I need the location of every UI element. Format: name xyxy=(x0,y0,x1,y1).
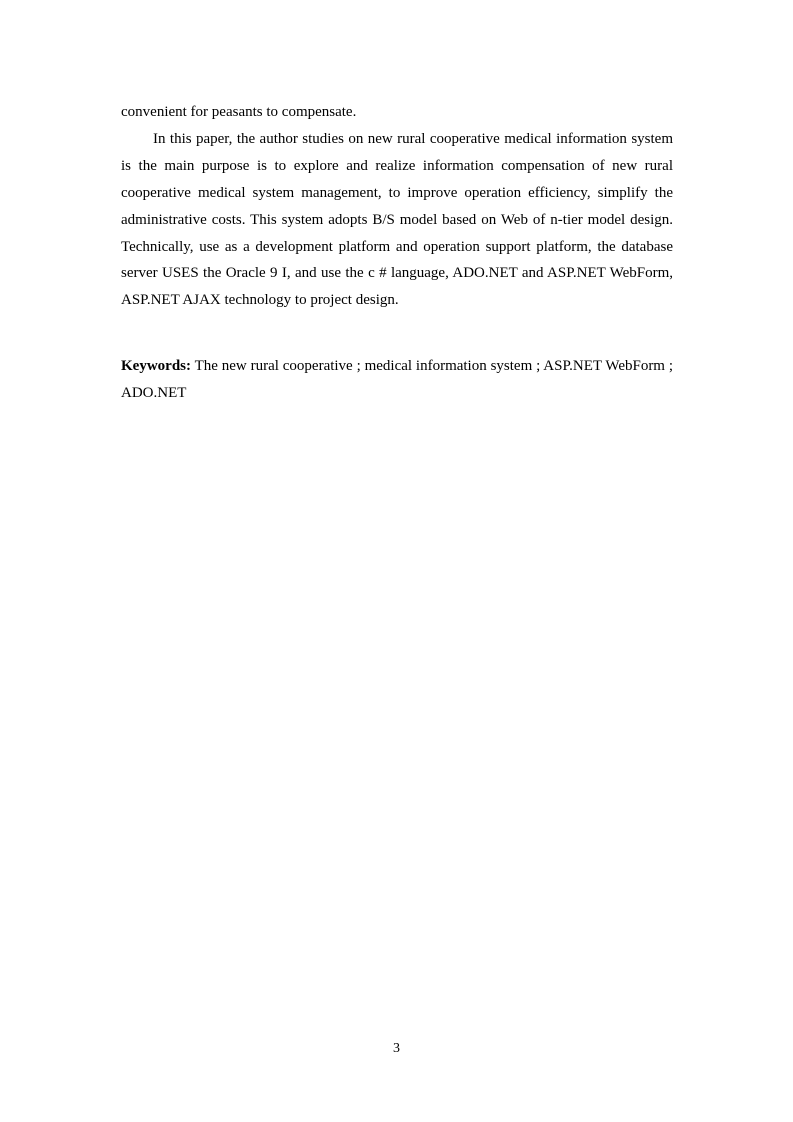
abstract-body xyxy=(121,99,673,314)
keywords-text: The new rural cooperative ; medical information system ; ASP.NET WebForm ; ADO.NET xyxy=(121,358,673,401)
paragraph-abstract: In this paper, the author studies on new rural cooperative medical information system is the main purpose is to explore and realize information compensation of new rural cooperative medical system management, to improve operation efficiency, simplify the administrative costs. This system adopts B/S model based on Web of n-tier model design. Technically, use as a development platform and operation support platform, the database server USES the Oracle 9 I, and use the c # language, ADO.NET and ASP.NET WebForm, ASP.NET AJAX technology to project design. xyxy=(121,130,673,309)
page-number: 3 xyxy=(393,1041,400,1056)
keywords-label: Keywords: xyxy=(121,358,191,374)
paragraph-continuation: convenient for peasants to compensate. xyxy=(121,104,357,120)
keywords-line xyxy=(121,353,673,407)
